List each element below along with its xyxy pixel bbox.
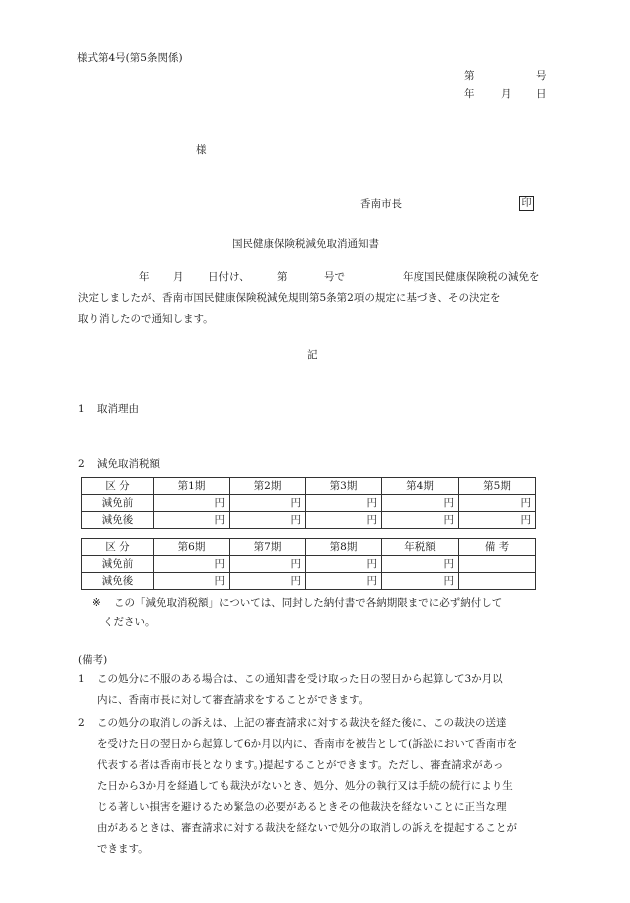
yen-cell: 円 <box>306 573 382 590</box>
row-label-after: 減免後 <box>82 573 154 590</box>
remarks-cell <box>459 573 536 590</box>
yen-cell: 円 <box>306 495 382 512</box>
yen-cell: 円 <box>230 512 306 529</box>
note-line-2: ください。 <box>103 616 156 628</box>
section-2-label: 減免取消税額 <box>97 458 160 470</box>
body-blank-year: 年 <box>139 271 150 283</box>
row-label-before: 減免前 <box>82 495 154 512</box>
table-header-row <box>82 539 536 556</box>
remark-1-number: 1 <box>78 673 85 685</box>
remark-1-line-1: この処分に不服のある場合は、この通知書を受け取った日の翌日から起算して3か月以 <box>97 673 503 685</box>
body-line-2: 決定しましたが、香南市国民健康保険税減免規則第5条第2項の規定に基づき、その決定を <box>78 292 501 304</box>
remark-2-line-7: できます。 <box>97 843 149 855</box>
body-blank-go: 号で <box>324 271 345 283</box>
issuer-mayor: 香南市長 <box>360 198 402 210</box>
yen-cell: 円 <box>382 512 459 529</box>
remark-2-line-3: 代表する者は香南市長となります。)提起することができます。ただし、審査請求があっ <box>97 759 504 771</box>
yen-cell: 円 <box>382 573 459 590</box>
column-header-period-8: 第8期 <box>306 539 382 556</box>
document-number-dai: 第 <box>464 70 475 82</box>
yen-cell: 円 <box>230 556 306 573</box>
seal-label: 印 <box>521 197 532 209</box>
column-header-period-5: 第5期 <box>459 478 536 495</box>
table-row-before-reduction <box>82 556 536 573</box>
table-header-row <box>82 478 536 495</box>
remark-2-line-2: を受けた日の翌日から起算して6か月以内に、香南市を被告として(訴訟において香南市を <box>97 738 518 750</box>
form-number: 様式第4号(第5条関係) <box>77 52 183 64</box>
column-header-period-2: 第2期 <box>230 478 306 495</box>
seal-stamp <box>519 196 534 211</box>
remark-2-line-1: この処分の取消しの訴えは、上記の審査請求に対する裁決を経た後に、この裁決の送達 <box>97 717 507 729</box>
column-header-period-4: 第4期 <box>382 478 459 495</box>
yen-cell: 円 <box>459 495 536 512</box>
yen-cell: 円 <box>154 512 230 529</box>
column-header-category: 区 分 <box>82 478 154 495</box>
tax-table-periods-6-8 <box>81 538 536 590</box>
document-title: 国民健康保険税減免取消通知書 <box>232 238 379 250</box>
yen-cell: 円 <box>306 556 382 573</box>
note-mark: ※ <box>92 597 101 609</box>
row-label-before: 減免前 <box>82 556 154 573</box>
yen-cell: 円 <box>154 573 230 590</box>
document-number-go: 号 <box>536 70 547 82</box>
remark-2-line-6: 由があるときは、審査請求に対する裁決を経ないで処分の取消しの訴えを提起することが <box>97 822 517 834</box>
yen-cell: 円 <box>382 556 459 573</box>
remarks-heading: (備考) <box>78 654 108 666</box>
remark-1-line-2: 内に、香南市長に対して審査請求をすることができます。 <box>97 694 370 706</box>
column-header-period-3: 第3期 <box>306 478 382 495</box>
yen-cell: 円 <box>459 512 536 529</box>
table-row-after-reduction <box>82 512 536 529</box>
body-line-3: 取り消したので通知します。 <box>78 313 214 325</box>
yen-cell: 円 <box>382 495 459 512</box>
note-line-1: この「減免取消税額」については、同封した納付書で各納期限までに必ず納付して <box>114 597 503 609</box>
yen-cell: 円 <box>230 573 306 590</box>
table-row-before-reduction <box>82 495 536 512</box>
yen-cell: 円 <box>306 512 382 529</box>
section-1-label: 取消理由 <box>97 403 139 415</box>
section-2-number: 2 <box>78 458 85 470</box>
column-header-period-6: 第6期 <box>154 539 230 556</box>
remark-2-number: 2 <box>78 717 85 729</box>
column-header-annual-tax: 年税額 <box>382 539 459 556</box>
body-line-1: 年度国民健康保険税の減免を <box>403 271 540 283</box>
body-blank-month: 月 <box>173 271 184 283</box>
ki-heading: 記 <box>307 349 318 361</box>
addressee-sama: 様 <box>196 144 207 156</box>
column-header-period-7: 第7期 <box>230 539 306 556</box>
remark-2-line-4: た日から3か月を経過しても裁決がないとき、処分、処分の執行又は手続の続行により生 <box>97 780 513 792</box>
yen-cell: 円 <box>154 556 230 573</box>
date-month: 月 <box>501 88 512 100</box>
date-year: 年 <box>464 88 475 100</box>
remark-2-line-5: じる著しい損害を避けるため緊急の必要があるときその他裁決を経ないことに正当な理 <box>97 801 507 813</box>
row-label-after: 減免後 <box>82 512 154 529</box>
body-blank-day: 日付け、 <box>208 271 250 283</box>
table-row-after-reduction <box>82 573 536 590</box>
tax-table-periods-1-5 <box>81 477 536 529</box>
column-header-period-1: 第1期 <box>154 478 230 495</box>
column-header-remarks: 備 考 <box>459 539 536 556</box>
yen-cell: 円 <box>230 495 306 512</box>
column-header-category: 区 分 <box>82 539 154 556</box>
remarks-cell <box>459 556 536 573</box>
body-blank-dai: 第 <box>277 271 288 283</box>
yen-cell: 円 <box>154 495 230 512</box>
section-1-number: 1 <box>78 403 85 415</box>
date-day: 日 <box>536 88 547 100</box>
